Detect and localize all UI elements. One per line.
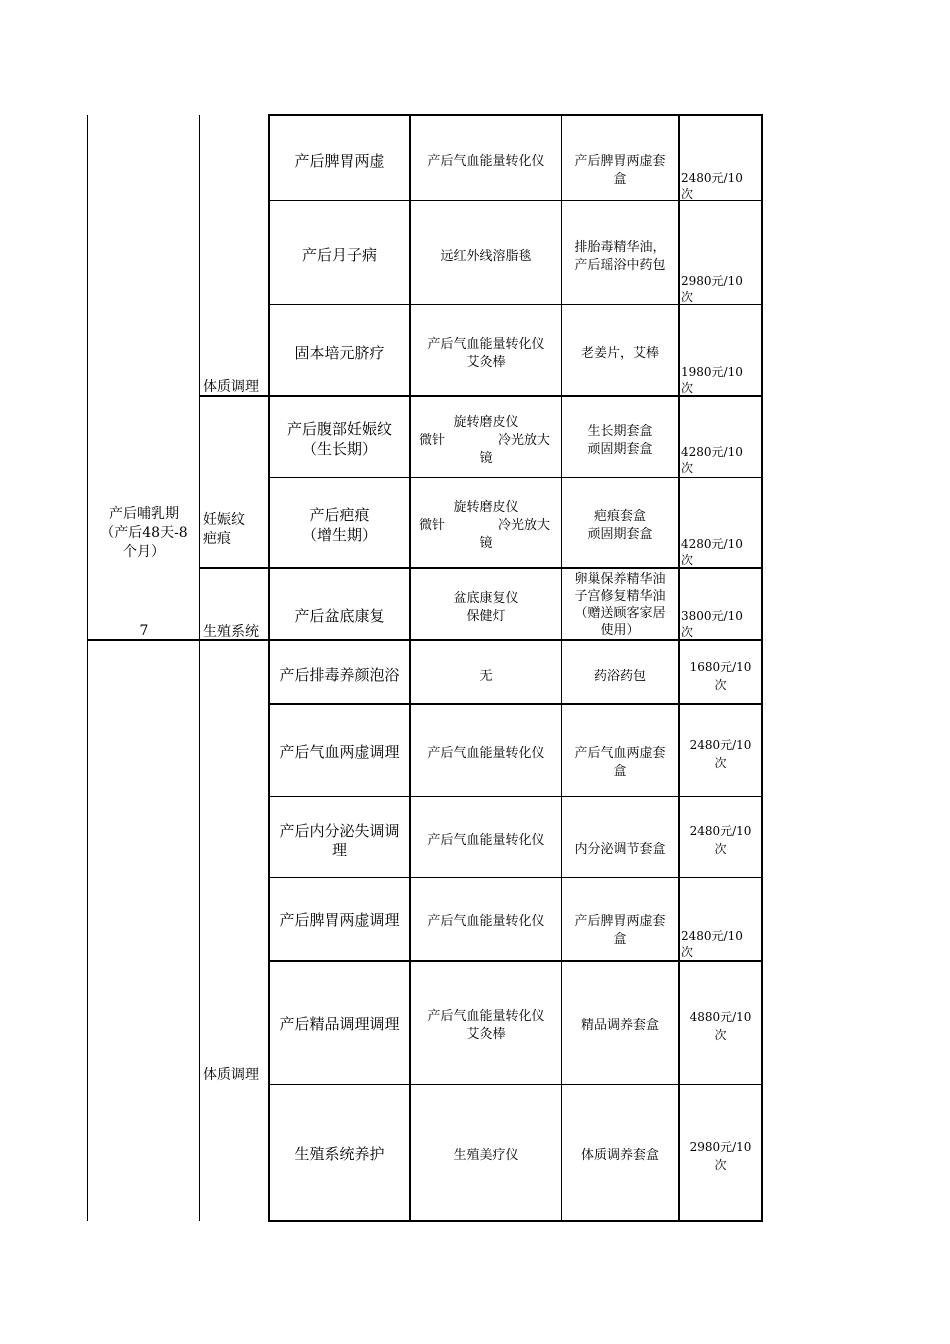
item-name: 产后腹部妊娠纹 (286, 420, 392, 438)
item-price: 4880元/10 (689, 1010, 752, 1024)
item-name: 产后脾胃两虚调理 (279, 911, 400, 929)
item-price: 次 (681, 461, 694, 475)
item-name: 产后盆底康复 (294, 607, 385, 625)
period-label-line: （产后48天-8 (100, 525, 188, 541)
item-device: 微针 (419, 433, 446, 448)
item-price: 3800元/10 (681, 609, 743, 623)
item-device: 产后气血能量转化仪 (427, 833, 545, 848)
item-price: 2480元/10 (689, 738, 752, 752)
item-product: 产后脾胃两虚套 (574, 914, 666, 929)
item-product: 疤痕套盒 (593, 509, 646, 524)
item-name: 产后精品调理调理 (279, 1015, 400, 1033)
item-price: 2480元/10 (681, 929, 743, 943)
item-device: 艾灸棒 (466, 355, 506, 370)
item-price: 次 (714, 1028, 727, 1042)
grid-line (268, 114, 763, 116)
item-product: 内分泌调节套盒 (574, 842, 666, 857)
item-name: 产后脾胃两虚 (294, 152, 385, 170)
item-price: 2980元/10 (689, 1140, 752, 1154)
group-label-constitution: 体质调理 (203, 379, 259, 395)
period-label-line: 个月） (123, 544, 165, 560)
item-device: 远红外线溶脂毯 (440, 249, 532, 264)
item-device: 旋转磨皮仪 (453, 415, 519, 430)
item-product: 盒 (613, 172, 627, 187)
item-price: 4280元/10 (681, 445, 743, 459)
grid-line (199, 395, 763, 397)
item-device: 产后气血能量转化仪 (427, 914, 545, 929)
item-device: 产后气血能量转化仪 (427, 337, 545, 352)
item-price: 次 (681, 553, 694, 567)
item-product: 生长期套盒 (587, 424, 653, 439)
item-device: 盆底康复仪 (453, 591, 519, 606)
item-price: 次 (681, 187, 694, 201)
item-product: 老姜片，艾棒 (580, 346, 659, 361)
item-price: 次 (714, 678, 727, 692)
item-device: 产后气血能量转化仪 (427, 746, 545, 761)
item-name: 生殖系统养护 (294, 1145, 385, 1163)
item-product: 使用） (600, 623, 640, 638)
item-price: 次 (714, 756, 727, 770)
item-product: 体质调养套盒 (580, 1148, 659, 1163)
item-product: 顽固期套盒 (587, 442, 653, 457)
item-price: 次 (714, 1158, 727, 1172)
item-price: 次 (681, 945, 694, 959)
item-device: 艾灸棒 (466, 1027, 506, 1042)
item-name: 产后月子病 (301, 246, 377, 264)
item-name: （增生期） (301, 526, 377, 544)
item-price: 2480元/10 (681, 171, 743, 185)
item-price: 次 (681, 625, 694, 639)
group-label-constitution: 体质调理 (203, 1067, 259, 1083)
grid-line (268, 796, 763, 797)
item-product: 盒 (613, 764, 627, 779)
item-device: 镜 (479, 451, 493, 466)
grid-line (268, 477, 763, 478)
item-price: 次 (681, 381, 694, 395)
item-product: （赠送顾客家居 (574, 606, 666, 621)
item-product: 产后脾胃两虚套 (574, 154, 666, 169)
item-name: （生长期） (301, 440, 377, 458)
item-product: 排胎毒精华油， (574, 240, 666, 255)
period-label-line: 产后哺乳期 (109, 506, 179, 522)
grid-line (87, 115, 88, 1221)
item-device: 旋转磨皮仪 (453, 500, 519, 515)
item-device: 生殖美疗仪 (453, 1148, 519, 1163)
group-label-reproductive: 生殖系统 (203, 624, 259, 640)
row-number: 7 (139, 623, 149, 639)
grid-line (268, 703, 763, 705)
grid-line (199, 115, 200, 1221)
item-product: 药浴药包 (593, 669, 646, 684)
item-name: 产后疤痕 (309, 506, 370, 524)
item-name: 产后排毒养颜泡浴 (279, 666, 400, 684)
grid-line (761, 115, 763, 1222)
item-device: 产后气血能量转化仪 (427, 154, 545, 169)
item-price: 4280元/10 (681, 537, 743, 551)
group-label-stretch-marks: 妊娠纹 (203, 512, 245, 528)
item-price: 2480元/10 (689, 824, 752, 838)
item-price: 2980元/10 (681, 274, 743, 288)
item-name: 产后气血两虚调理 (279, 743, 400, 761)
item-product: 卵巢保养精华油 (574, 572, 666, 587)
item-device: 无 (479, 669, 493, 684)
grid-line (199, 567, 763, 569)
grid-line (268, 877, 763, 878)
item-product: 精品调养套盒 (580, 1018, 659, 1033)
item-price: 1980元/10 (681, 365, 743, 379)
grid-line (268, 960, 763, 962)
item-name: 产后内分泌失调调 (279, 822, 400, 840)
item-price: 1680元/10 (689, 660, 752, 674)
grid-line (268, 1220, 763, 1222)
item-name: 固本培元脐疗 (294, 344, 385, 362)
item-product: 子宫修复精华油 (574, 589, 666, 604)
item-device: 镜 (479, 536, 493, 551)
item-product: 产后瑶浴中药包 (574, 258, 666, 273)
item-product: 盒 (613, 932, 627, 947)
item-device: 冷光放大 (498, 433, 551, 448)
item-device: 微针 (419, 518, 446, 533)
item-device: 冷光放大 (498, 518, 551, 533)
item-product: 顽固期套盒 (587, 527, 653, 542)
group-label-stretch-marks: 疤痕 (203, 531, 231, 547)
item-name: 理 (331, 841, 347, 859)
item-price: 次 (714, 842, 727, 856)
item-device: 保健灯 (466, 609, 506, 624)
item-price: 次 (681, 290, 694, 304)
grid-line (268, 1084, 763, 1085)
item-device: 产后气血能量转化仪 (427, 1009, 545, 1024)
item-product: 产后气血两虚套 (574, 746, 666, 761)
